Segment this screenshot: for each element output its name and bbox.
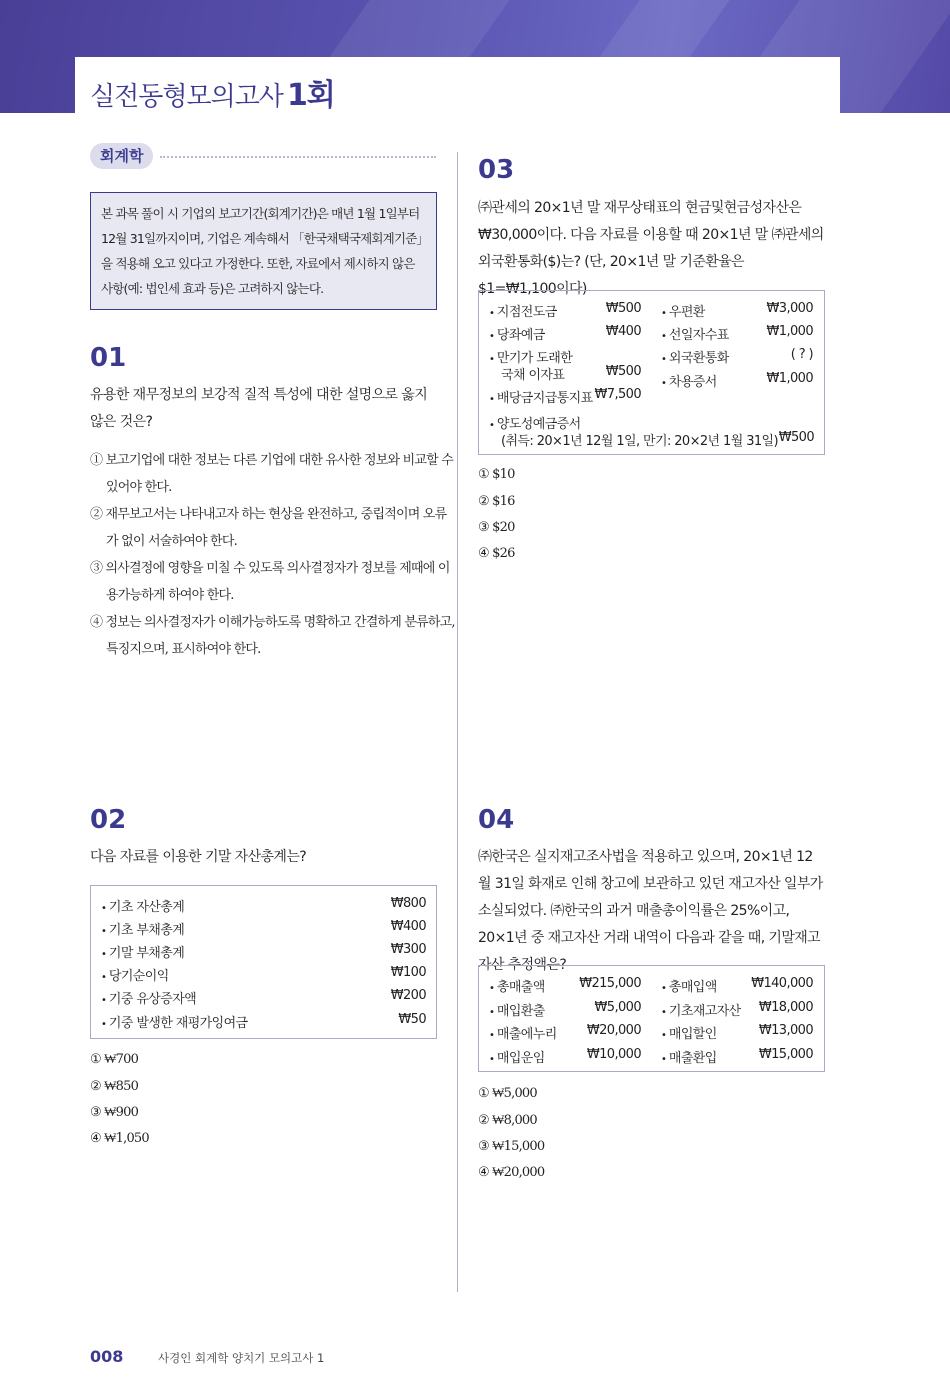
data-row: • 차용증서 ₩1,000: [661, 371, 813, 390]
data-box: [478, 290, 825, 455]
data-box: [478, 965, 825, 1072]
data-row: • 기초 자산총계 ₩800: [101, 896, 426, 915]
data-row: • 매출에누리 ₩20,000: [489, 1023, 641, 1042]
data-row: • 당좌예금 ₩400: [489, 324, 641, 343]
question-stem: ㈜한국은 실지재고조사법을 적용하고 있으며, 20×1년 12월 31일 화재로 인해 창고에 보관하고 있던 재고자산 일부가 소실되었다. ㈜한국의 과거 매출총이익률은 25%이고, 20×1년 중 재고자산 거래 내역이 다음과 같을 때, 기말재고자산 추정액은?: [478, 849, 823, 973]
data-row: • 매입운임 ₩10,000: [489, 1047, 641, 1066]
question-stem: ㈜관세의 20×1년 말 재무상태표의 현금및현금성자산은 ₩30,000이다. 다음 자료를 이용할 때 20×1년 말 ㈜관세의 외국환통화($)는? (단, 20×1년 말 기준환율은 $1=₩1,100이다): [478, 200, 824, 297]
subject-badge: 회계학: [90, 143, 153, 169]
question-number: 04: [478, 805, 515, 835]
data-row: • 기초재고자산 ₩18,000: [661, 1000, 813, 1019]
answer-choice[interactable]: ④ $26: [478, 546, 515, 561]
data-row: • 기초 부채총계 ₩400: [101, 919, 426, 938]
question-number: 02: [90, 805, 127, 835]
data-row: • 기중 발생한 재평가잉여금 ₩50: [101, 1012, 426, 1031]
answer-choice[interactable]: ② 재무보고서는 나타내고자 하는 현상을 완전하고, 중립적이며 오류가 없이 서술하여야 한다.: [90, 507, 447, 549]
answer-choice[interactable]: ① $10: [478, 467, 515, 482]
data-row: • 양도성예금증서: [489, 413, 814, 432]
notice-box: 본 과목 풀이 시 기업의 보고기간(회계기간)은 매년 1월 1일부터 12월 31일까지이며, 기업은 계속해서 「한국채택국제회계기준」을 적용해 오고 있다고 가정한다. 또한, 자료에서 제시하지 않은 사항(예: 법인세 효과 등)은 고려하지 않는다.: [90, 192, 437, 310]
data-row: • 당기순이익 ₩100: [101, 965, 426, 984]
answer-choice[interactable]: ③ 의사결정에 영향을 미칠 수 있도록 의사결정자가 정보를 제때에 이용가능하게 하여야 한다.: [90, 561, 450, 603]
data-row: • 만기가 도래한: [489, 347, 641, 366]
answer-choice[interactable]: ③ ₩15,000: [478, 1139, 545, 1154]
data-row: • 지점전도금 ₩500: [489, 301, 641, 320]
answer-choice[interactable]: ③ $20: [478, 520, 515, 535]
question-stem: 유용한 재무정보의 보강적 질적 특성에 대한 설명으로 옳지 않은 것은?: [90, 387, 428, 430]
data-row: • 총매출액 ₩215,000: [489, 976, 641, 995]
data-row: • 기말 부채총계 ₩300: [101, 942, 426, 961]
data-row: • 매입환출 ₩5,000: [489, 1000, 641, 1019]
answer-choice[interactable]: ④ ₩20,000: [478, 1165, 545, 1180]
answer-choice[interactable]: ① ₩5,000: [478, 1086, 537, 1101]
data-row: • 우편환 ₩3,000: [661, 301, 813, 320]
question-stem: 다음 자료를 이용한 기말 자산총계는?: [90, 849, 307, 865]
answer-choice[interactable]: ④ 정보는 의사결정자가 이해가능하도록 명확하고 간결하게 분류하고, 특징지으며, 표시하여야 한다.: [90, 615, 455, 657]
book-title: 사경인 회계학 양치기 모의고사 1: [158, 1351, 325, 1365]
answer-choice[interactable]: ① ₩700: [90, 1052, 139, 1067]
page-number: 008: [90, 1347, 124, 1366]
question-number: 03: [478, 155, 515, 185]
question-number: 01: [90, 343, 127, 373]
data-row: • 외국환통화 ( ? ): [661, 347, 813, 366]
answer-choice[interactable]: ③ ₩900: [90, 1105, 139, 1120]
data-row: • 기중 유상증자액 ₩200: [101, 988, 426, 1007]
data-row-continued: (취득: 20×1년 12월 1일, 만기: 20×2년 1월 31일) ₩500: [501, 430, 814, 449]
answer-choice[interactable]: ④ ₩1,050: [90, 1131, 149, 1146]
page-title: 실전동형모의고사 1회: [90, 78, 335, 113]
data-row: • 배당금지급통지표 ₩7,500: [489, 387, 641, 406]
round-label: 1회: [286, 78, 335, 113]
column-divider: [457, 152, 458, 1292]
data-row-continued: 국채 이자표 ₩500: [501, 364, 641, 383]
answer-choice[interactable]: ② ₩8,000: [478, 1113, 537, 1128]
data-row: • 총매입액 ₩140,000: [661, 976, 813, 995]
answer-choice[interactable]: ① 보고기업에 대한 정보는 다른 기업에 대한 유사한 정보와 비교할 수 있어야 한다.: [90, 453, 453, 495]
dotted-rule: [160, 156, 436, 158]
answer-choice[interactable]: ② ₩850: [90, 1079, 139, 1094]
data-box: [90, 885, 437, 1039]
data-row: • 매출환입 ₩15,000: [661, 1047, 813, 1066]
data-row: • 선일자수표 ₩1,000: [661, 324, 813, 343]
data-row: • 매입할인 ₩13,000: [661, 1023, 813, 1042]
answer-choice[interactable]: ② $16: [478, 494, 515, 509]
